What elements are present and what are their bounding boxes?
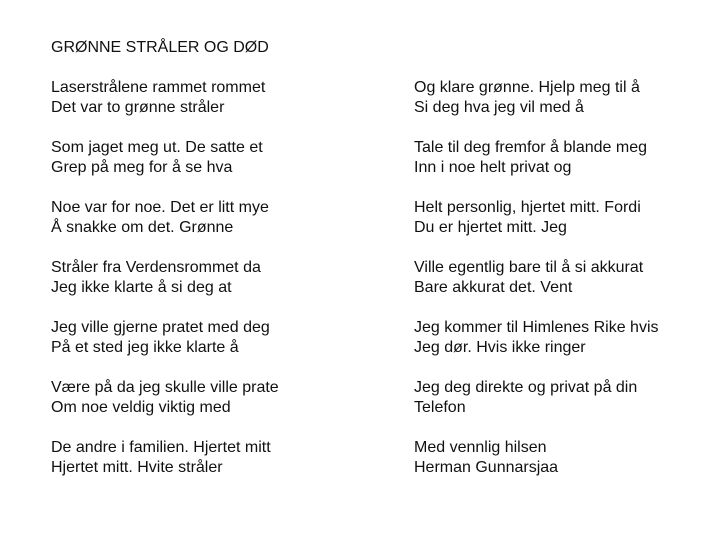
poem-line: Jeg deg direkte og privat på din (414, 379, 638, 396)
poem-line: Laserstrålene rammet rommet (51, 79, 266, 96)
stanza (414, 258, 659, 318)
poem-line: Ville egentlig bare til å si akkurat (414, 259, 644, 276)
poem-line: Du er hjertet mitt. Jeg (414, 219, 567, 236)
poem-line: Noe var for noe. Det er litt mye (51, 199, 269, 216)
poem-line: Inn i noe helt privat og (414, 159, 572, 176)
stanza (414, 378, 659, 438)
stanza (51, 258, 279, 318)
poem-line: Det var to grønne stråler (51, 99, 225, 116)
poem-line: De andre i familien. Hjertet mitt (51, 439, 271, 456)
poem-line: Tale til deg fremfor å blande meg (414, 139, 648, 156)
stanza (414, 438, 659, 498)
poem-line: Jeg dør. Hvis ikke ringer (414, 339, 586, 356)
stanza (414, 138, 659, 198)
poem-line: Bare akkurat det. Vent (414, 279, 573, 296)
poem-line: Jeg kommer til Himlenes Rike hvis (414, 319, 659, 336)
right-column (414, 78, 659, 498)
poem-line: Som jaget meg ut. De satte et (51, 139, 263, 156)
stanza (51, 78, 279, 138)
poem-line: Om noe veldig viktig med (51, 399, 231, 416)
stanza (51, 198, 279, 258)
poem-line: Jeg ikke klarte å si deg at (51, 279, 232, 296)
stanza (414, 78, 659, 138)
poem-line: På et sted jeg ikke klarte å (51, 339, 239, 356)
poem-line: Med vennlig hilsen (414, 439, 547, 456)
stanza (414, 318, 659, 378)
stanza (51, 318, 279, 378)
poem-line: Si deg hva jeg vil med å (414, 99, 584, 116)
poem-line: Telefon (414, 399, 466, 416)
poem-line: Grep på meg for å se hva (51, 159, 233, 176)
stanza (51, 138, 279, 198)
poem-line: Jeg ville gjerne pratet med deg (51, 319, 270, 336)
stanza (51, 378, 279, 438)
poem-line: Helt personlig, hjertet mitt. Fordi (414, 199, 641, 216)
poem-title: GRØNNE STRÅLER OG DØD (51, 39, 269, 56)
left-column (51, 78, 279, 498)
poem-line: Herman Gunnarsjaa (414, 459, 559, 476)
poem-line: Og klare grønne. Hjelp meg til å (414, 79, 640, 96)
poem-line: Stråler fra Verdensrommet da (51, 259, 261, 276)
poem-line: Hjertet mitt. Hvite stråler (51, 459, 223, 476)
stanza (51, 438, 279, 498)
stanza (414, 198, 659, 258)
poem-line: Å snakke om det. Grønne (51, 219, 234, 236)
poem-line: Være på da jeg skulle ville prate (51, 379, 279, 396)
